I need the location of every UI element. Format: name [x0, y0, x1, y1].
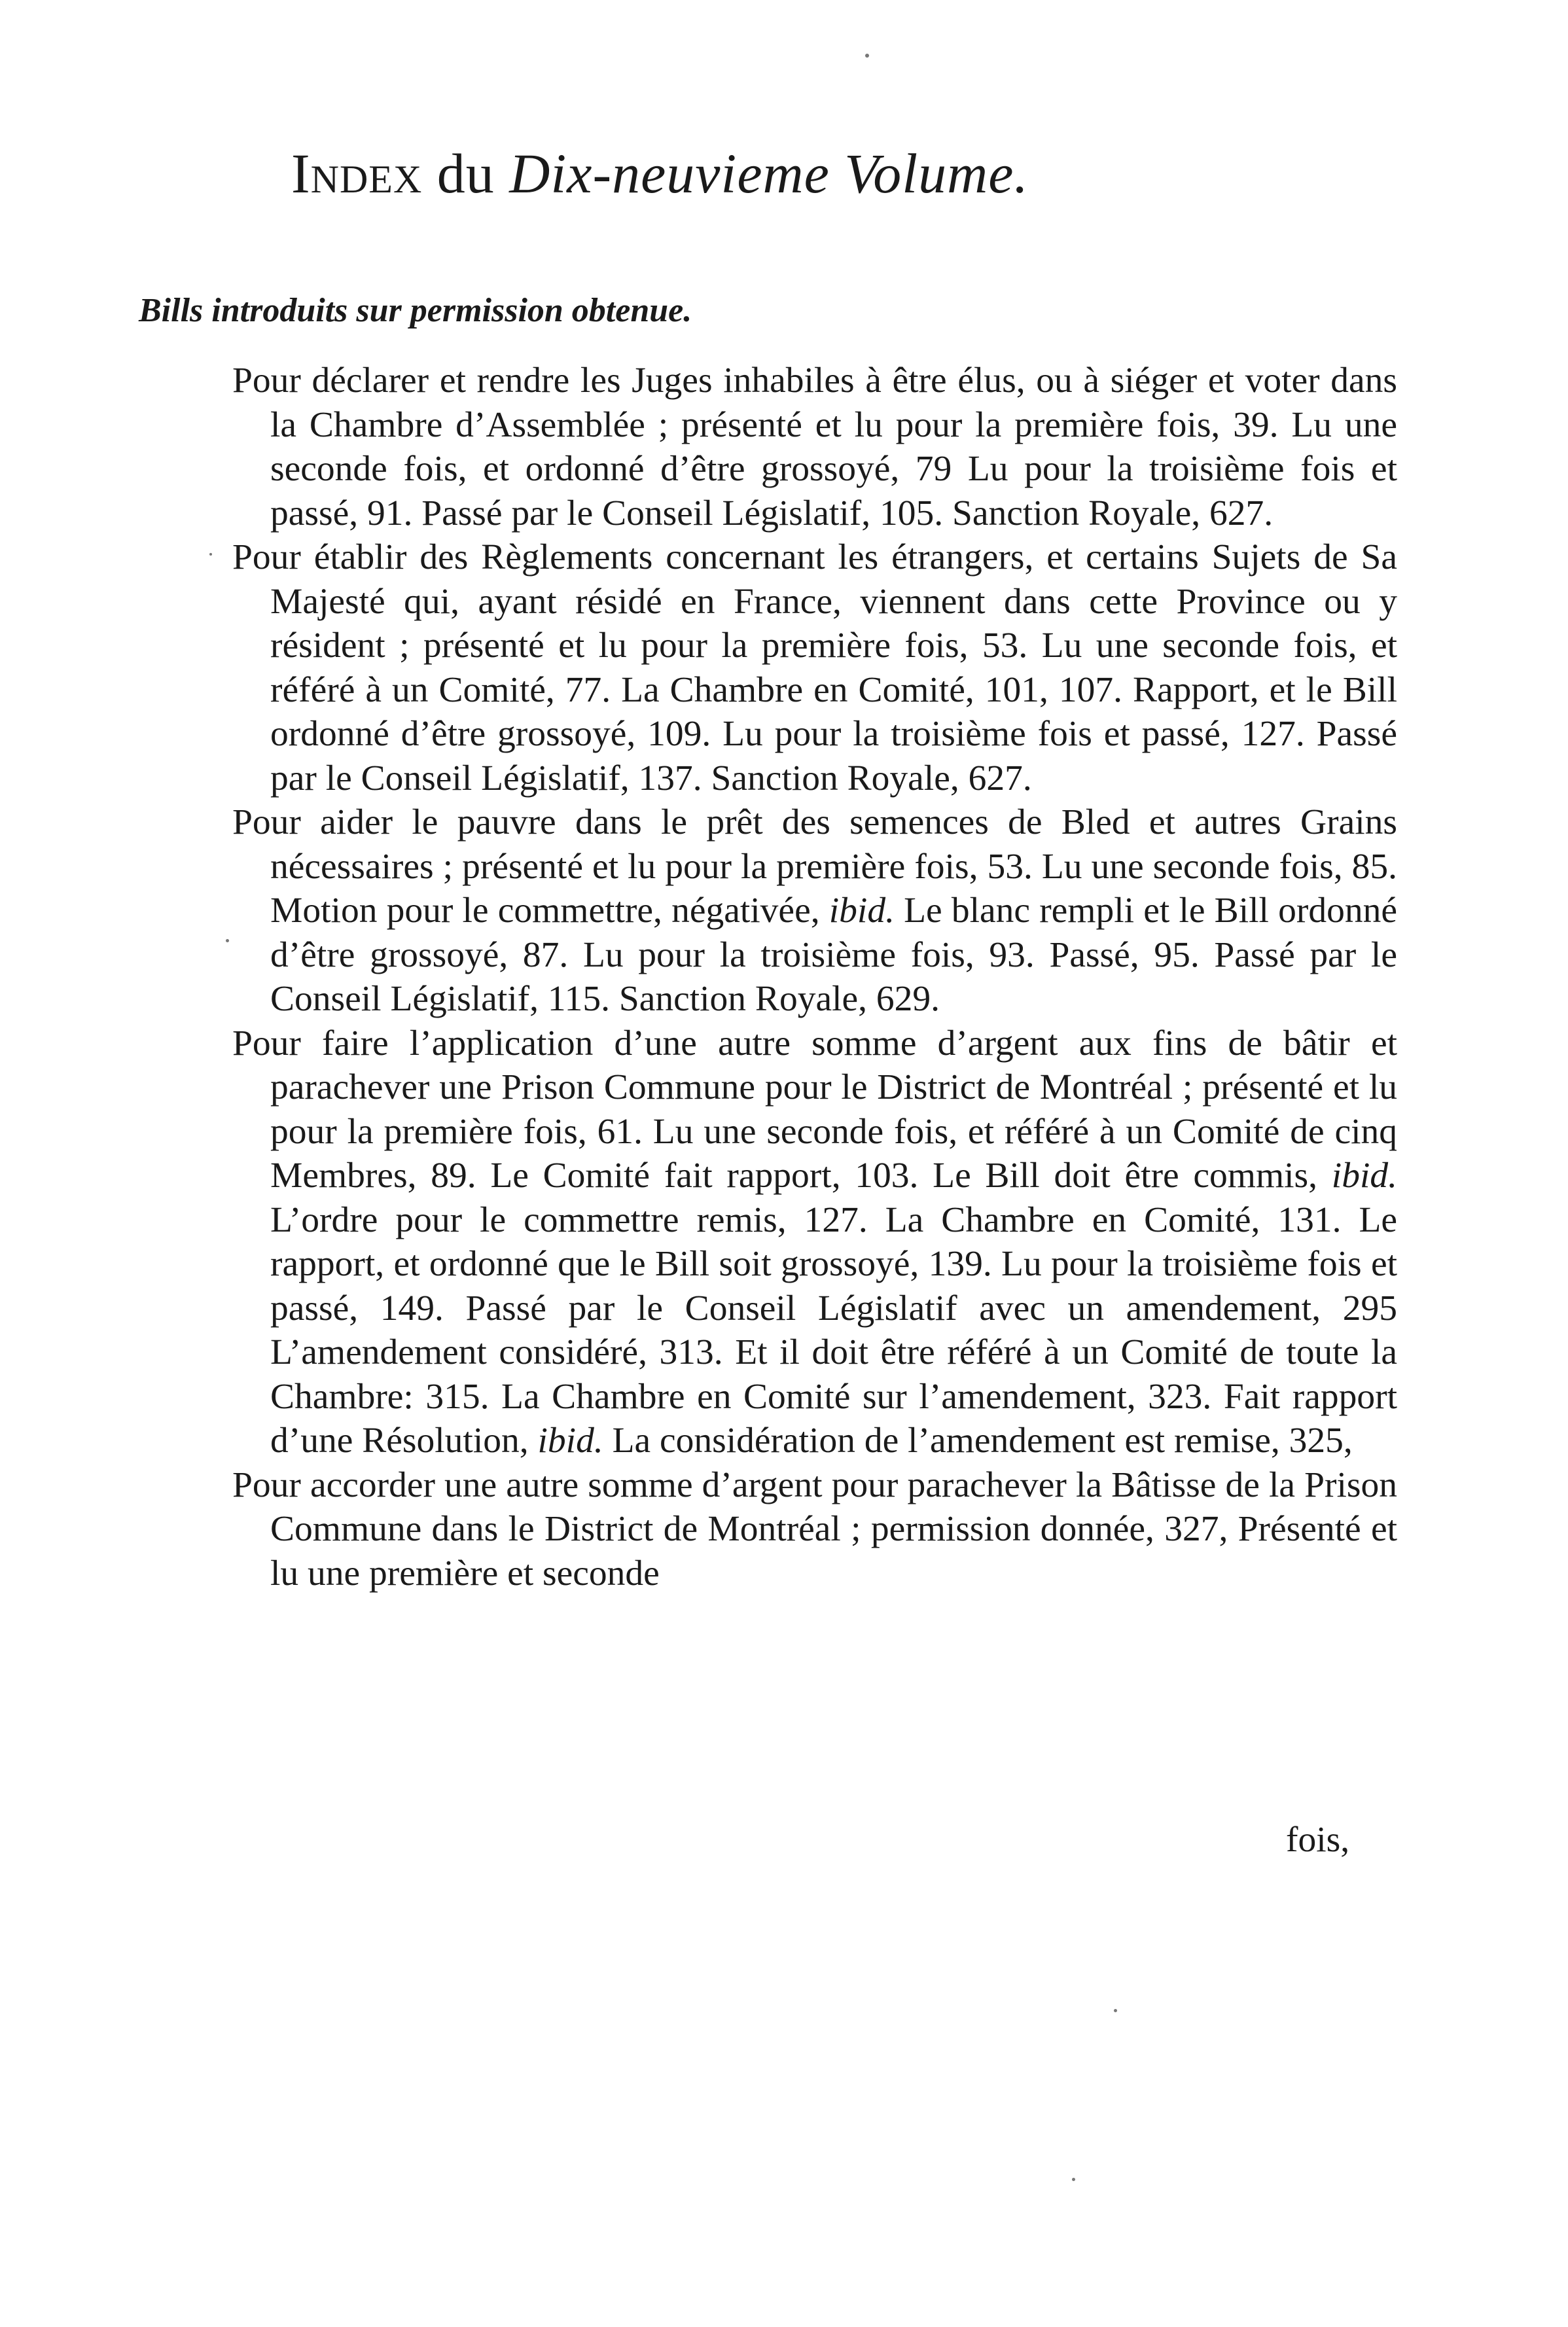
- print-speck: [209, 553, 212, 556]
- print-speck: [865, 54, 869, 58]
- title-connector: du: [422, 142, 510, 205]
- index-entries: [232, 359, 1397, 1595]
- print-speck: [226, 939, 229, 942]
- print-speck: [1072, 2178, 1075, 2181]
- title-index-word: Index: [291, 142, 423, 205]
- page-title: [291, 137, 1312, 209]
- title-volume: Dix-neuvieme Volume.: [509, 142, 1029, 205]
- entry-italic: ibid.: [829, 891, 895, 931]
- catchword: fois,: [1286, 1820, 1350, 1860]
- section-heading: Bills introduits sur permission obtenue.: [139, 292, 692, 329]
- entry-text: L’ordre pour le commettre remis, 127. La Chambre en Comité, 131. Le rapport, et ordonné que le Bill soit grossoyé, 139. Lu pour la troisième fois et passé, 149. Passé par le Conseil Législatif avec un amendement, 295 L’amendement considéré, 313. Et il doit être référé à un Comité de toute la Chambre: 315. La Chambre en Comité sur l’amendement, 323. Fait rapport d’une Résolution,: [270, 1199, 1397, 1461]
- index-entry-foreigners: Pour établir des Règlements concernant les étrangers, et certains Sujets de Sa Majesté qui, ayant résidé en France, viennent dans cette Province ou y résident ; présenté et lu pour la première fois, 53. Lu une seconde fois, et référé à un Comité, 77. La Chambre en Comité, 101, 107. Rapport, et le Bill ordonné d’être grossoyé, 109. Lu pour la troisième fois et passé, 127. Passé par le Conseil Législatif, 137. Sanction Royale, 627.: [232, 537, 1397, 798]
- entry-text: Le blanc rempli et le Bill ordonné d’être grossoyé, 87. Lu pour la troisième fois, 93. Passé, 95. Passé par le Conseil Législatif, 115. Sanction Royale, 629.: [270, 891, 1397, 1019]
- entry-text: La considération de l’amendement est remise, 325,: [603, 1421, 1353, 1461]
- index-entry-judges: Pour déclarer et rendre les Juges inhabiles à être élus, ou à siéger et voter dans la Chambre d’Assemblée ; présenté et lu pour la première fois, 39. Lu une seconde fois, et ordonné d’être grossoyé, 79 Lu pour la troisième fois et passé, 91. Passé par le Conseil Législatif, 105. Sanction Royale, 627.: [232, 361, 1397, 533]
- index-entry-seed-grain: [232, 800, 1397, 1021]
- entry-italic: ibid.: [1331, 1156, 1397, 1196]
- entry-text: Pour faire l’application d’une autre somme d’argent aux fins de bâtir et parachever une Prison Commune pour le District de Montréal ; présenté et lu pour la première fois, 61. Lu une seconde fois, et référé à un Comité de cinq Membres, 89. Le Comité fait rapport, 103. Le Bill doit être commis,: [232, 1023, 1397, 1196]
- entry-text: Pour aider le pauvre dans le prêt des semences de Bled et autres Grains nécessaires ; présenté et lu pour la première fois, 53. Lu une seconde fois, 85. Motion pour le commettre, négativée,: [232, 802, 1397, 931]
- print-speck: [1114, 2009, 1117, 2012]
- index-entry-prison-montreal: [232, 1021, 1397, 1463]
- index-entry-prison-building: Pour accorder une autre somme d’argent pour parachever la Bâtisse de la Prison Commune dans le District de Montréal ; permission donnée, 327, Présenté et lu une première et seconde: [232, 1465, 1397, 1593]
- entry-italic: ibid.: [537, 1421, 603, 1461]
